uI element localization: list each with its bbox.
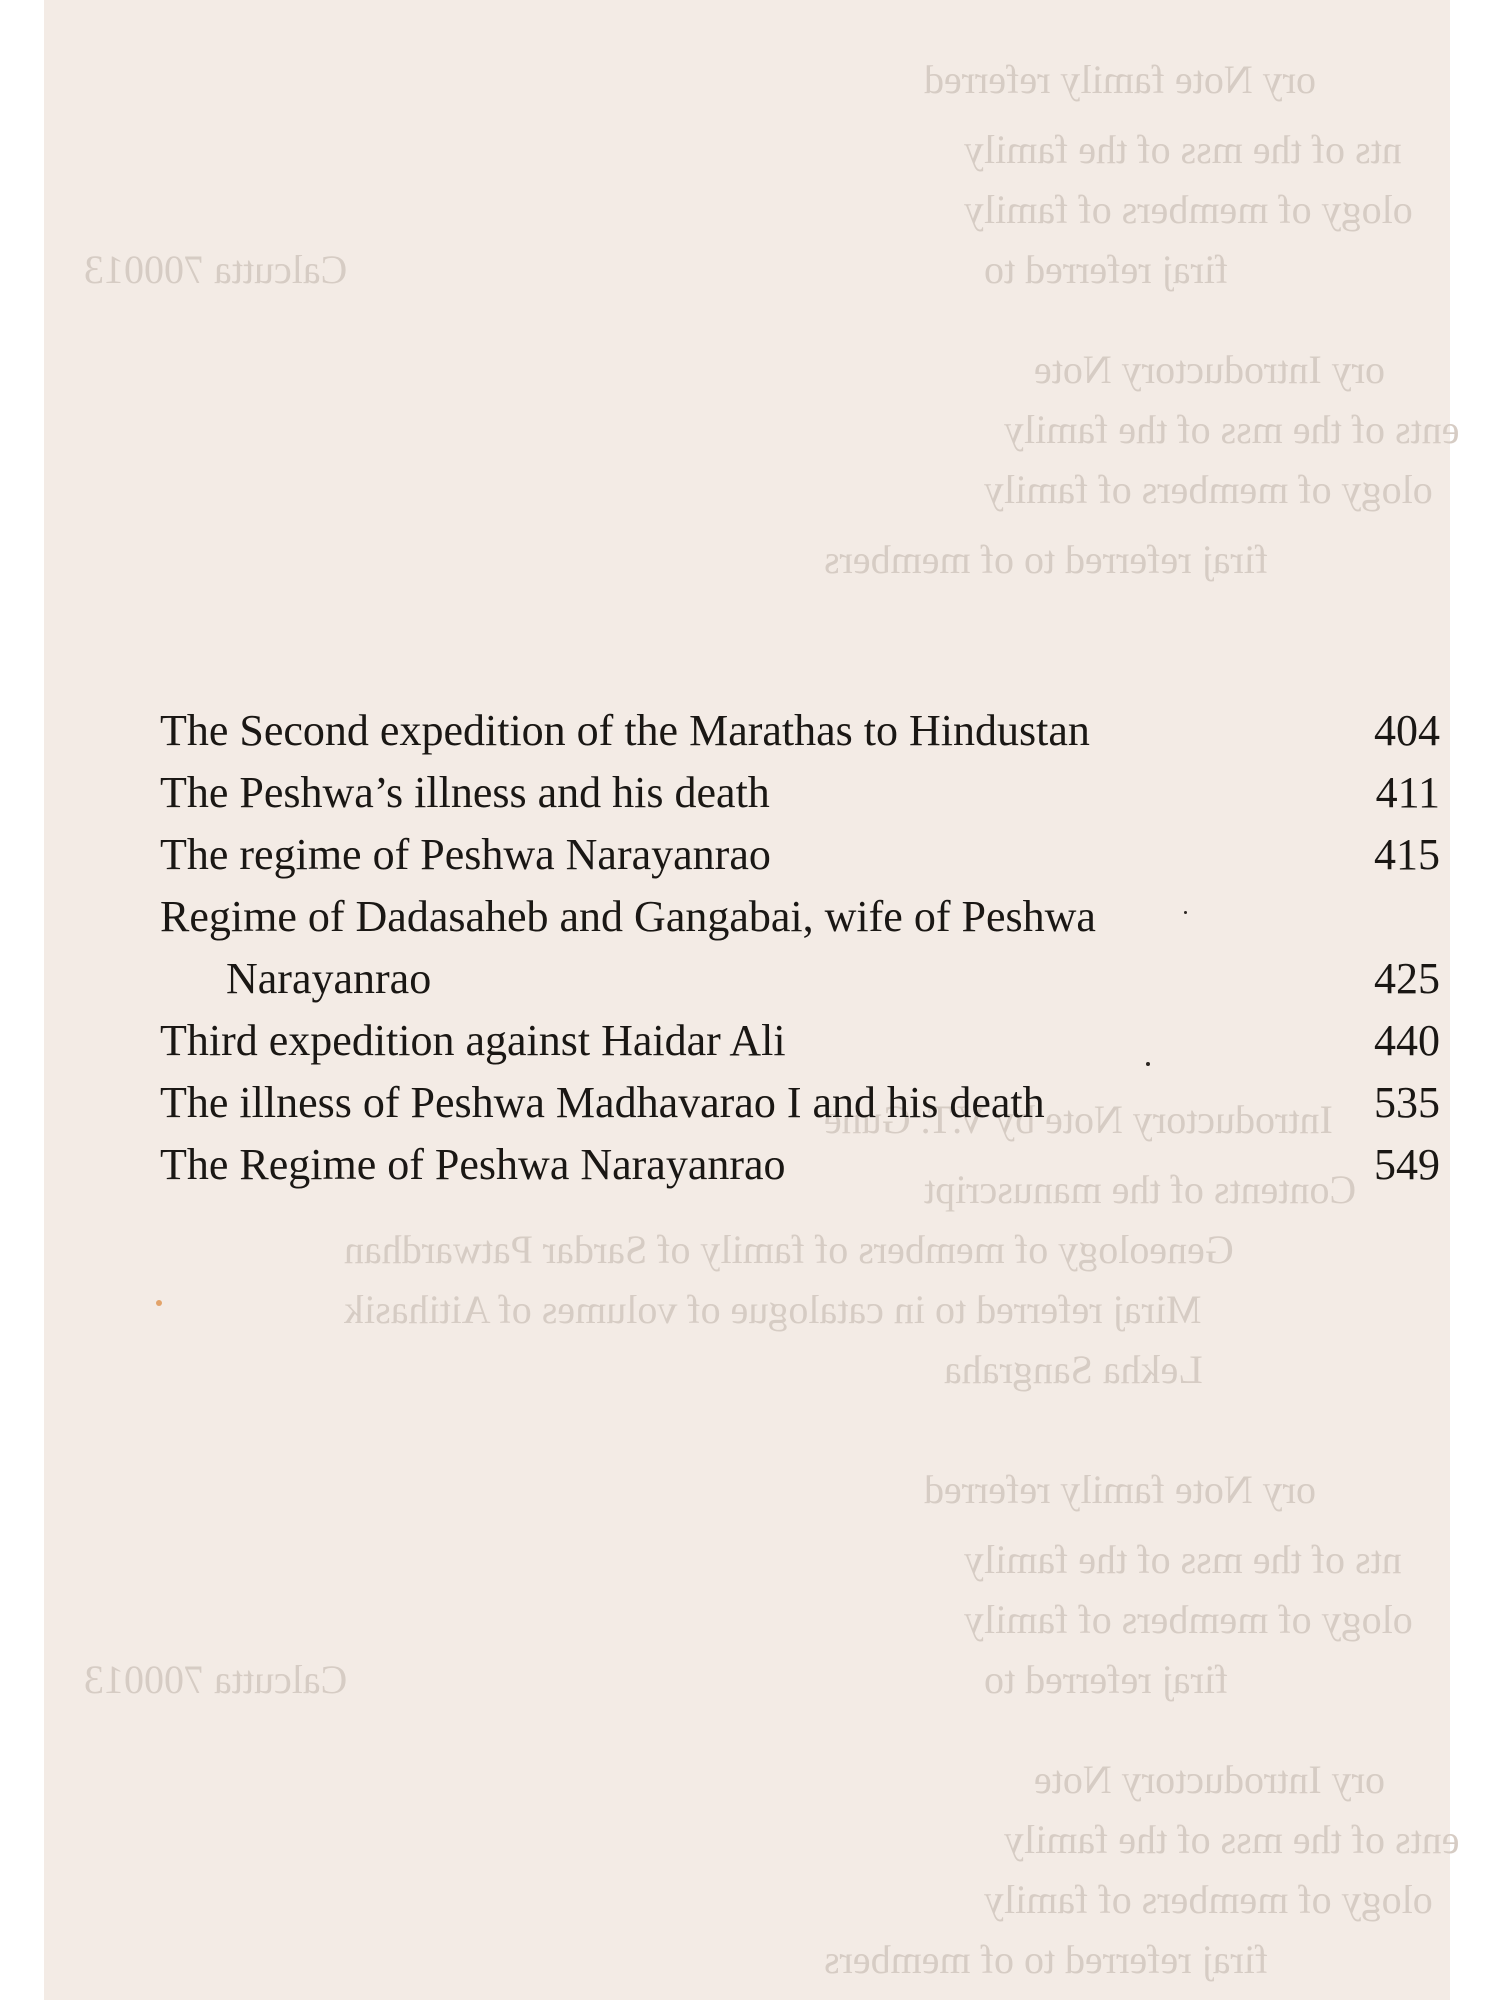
bleed-through-text: firaj referred to <box>984 1657 1229 1702</box>
bleed-through-text: ology of members of family <box>984 1877 1433 1922</box>
bleed-through-text: firaj referred to <box>984 247 1229 292</box>
bleed-through-text: nts of the mss of the family <box>964 127 1402 172</box>
toc-entry <box>160 1134 1440 1196</box>
bleed-through-text: ology of members of family <box>964 1597 1413 1642</box>
toc-entry-title: Regime of Dadasaheb and Gangabai, wife of Peshwa <box>160 892 1096 941</box>
bleed-through-text: Geneology of members of family of Sardar Patwardhan <box>344 1227 1234 1272</box>
bleed-through-text: Introductory Note by V.T. Gune <box>824 1097 1333 1142</box>
bleed-through-text: ory Introductory Note <box>1034 347 1386 392</box>
toc-entry-page: 415 <box>1374 830 1440 879</box>
bleed-through-text: Miraj referred to in catalogue of volumes of Aitihasik <box>344 1287 1202 1332</box>
toc-entry <box>160 886 1440 948</box>
table-of-contents <box>160 700 1440 1196</box>
toc-entry-page: 425 <box>1374 954 1440 1003</box>
bleed-through-text: ents of the mss of the family <box>1004 1817 1460 1862</box>
bleed-through-text: ory Note family referred <box>924 57 1317 102</box>
toc-entry-page: 404 <box>1374 706 1440 755</box>
toc-entry-page: 549 <box>1374 1140 1440 1189</box>
toc-entry <box>160 824 1440 886</box>
toc-entry-title: The illness of Peshwa Madhavarao I and his death <box>160 1078 1045 1127</box>
toc-entry-page: 535 <box>1374 1078 1440 1127</box>
bleed-through-text: firaj referred to of members <box>824 1937 1269 1982</box>
bleed-through-text: Contents of the manuscript <box>924 1167 1357 1212</box>
book-page <box>44 0 1460 2000</box>
toc-entry-continuation <box>160 948 1440 1010</box>
paper-speck <box>156 1300 162 1306</box>
bleed-through-text: nts of the mss of the family <box>964 1537 1402 1582</box>
toc-entry-title: The Peshwa’s illness and his death <box>160 768 770 817</box>
bleed-through-text: firaj referred to of members <box>824 537 1269 582</box>
bleed-through-text: ory Introductory Note <box>1034 1757 1386 1802</box>
toc-entry <box>160 700 1440 762</box>
toc-entry-title: Narayanrao <box>226 954 432 1003</box>
bleed-through-text: Lekha Sangraha <box>944 1347 1203 1392</box>
toc-entry <box>160 1072 1440 1134</box>
bleed-through-text: ology of members of family <box>984 467 1433 512</box>
toc-entry-title: The regime of Peshwa Narayanrao <box>160 830 771 879</box>
bleed-through-text: ory Note family referred <box>924 1467 1317 1512</box>
toc-entry <box>160 1010 1440 1072</box>
toc-entry-page: 411 <box>1375 768 1440 817</box>
toc-entry-title: The Regime of Peshwa Narayanrao <box>160 1140 786 1189</box>
toc-entry <box>160 762 1440 824</box>
bleed-through-text: ology of members of family <box>964 187 1413 232</box>
toc-entry-title: The Second expedition of the Marathas to Hindustan <box>160 706 1090 755</box>
bleed-through-text: Calcutta 700013 <box>84 247 348 292</box>
bleed-through-text: Calcutta 700013 <box>84 1657 348 1702</box>
bleed-through-text: ents of the mss of the family <box>1004 407 1460 452</box>
toc-entry-page: 440 <box>1374 1016 1440 1065</box>
toc-entry-title: Third expedition against Haidar Ali <box>160 1016 786 1065</box>
